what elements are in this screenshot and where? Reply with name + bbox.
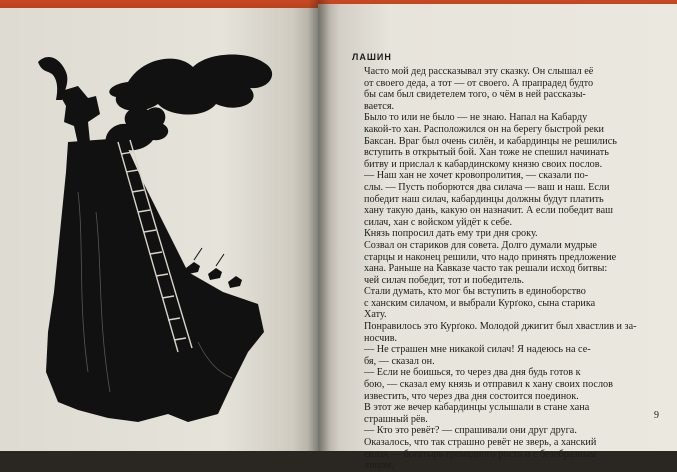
text-line: Князь попросил дать ему три дня сроку.	[364, 228, 538, 240]
text-line: — Кто это ревёт? — спрашивали они друг друга.	[364, 425, 577, 437]
text-line: хану такую дань, какую он назначит. А если победит ваш	[364, 205, 613, 217]
text-line: вступить в открытый бой. Хан тоже не спешил начинать	[364, 147, 609, 159]
text-line: бя, — сказал он.	[364, 355, 435, 367]
story-text	[352, 66, 670, 472]
text-line: Оказалось, что так страшно ревёт не зверь, а ханский	[364, 437, 597, 448]
text-line: — Если не боишься, то через два дня будь готов к	[364, 367, 581, 379]
smoke-cloud	[109, 55, 272, 115]
text-line: Было то или не было — не знаю. Напал на Кабарду	[364, 112, 588, 124]
illustration	[18, 42, 280, 440]
text-line: Хату.	[364, 309, 387, 321]
text-line: Стали думать, кто мог бы вступить в единоборство	[364, 286, 586, 298]
text-line: Часто мой дед рассказывал эту сказку. Он слышал её	[364, 66, 594, 77]
text-line: бы сам был свидетелем того, о чём в ней рассказы-	[364, 89, 586, 101]
text-line: от своего деда, а тот — от своего. А прапрадед будто	[364, 77, 594, 89]
text-line: Понравилось это Курґоко. Молодой джигит был хвастлив и за-	[364, 321, 637, 333]
text-line: силач — богатырь громадного роста и с безобразным	[364, 448, 597, 460]
text-line: носчив.	[364, 332, 398, 344]
text-line: бою, — сказал ему князь и отправил к хану своих послов	[364, 379, 613, 391]
text-line: старцы и наконец решили, что надо принять предложение	[364, 251, 617, 263]
text-column	[352, 48, 670, 472]
text-line: Баксан. Враг был очень силён, и кабардинцы не решились	[364, 135, 617, 147]
text-line: — Не страшен мне никакой силач! Я надеюсь на се-	[364, 344, 591, 356]
rider-figure	[58, 86, 100, 144]
text-line: битву и прислал к кабардинскому князю своих послов.	[364, 158, 603, 170]
page-number: 9	[654, 410, 659, 421]
text-line: с ханским силачом, и выбрали Курґоко, сына старика	[364, 297, 596, 309]
story-title: ЛАШИН	[352, 52, 392, 62]
text-line: вается.	[364, 100, 395, 112]
text-line: победит наш силач, кабардинцы должны будут платить	[364, 193, 604, 205]
text-line: В этот же вечер кабардинцы услышали в стане хана	[364, 402, 590, 414]
text-line: какой-то хан. Расположился он на берегу быстрой реки	[364, 123, 604, 135]
text-line: Созвал он стариков для совета. Долго думали мудрые	[364, 239, 597, 251]
text-line: страшный рёв.	[364, 413, 428, 425]
text-line: — Наш хан не хочет кровопролития, — сказали по-	[364, 170, 589, 182]
text-line: хана. Раньше на Кавказе часто так решали исход битвы:	[364, 263, 608, 275]
text-line: чей силач победит, тот и победитель.	[364, 274, 525, 286]
text-line: известить, что через два дня состоится поединок.	[364, 390, 579, 402]
text-line: лицом.	[364, 460, 394, 472]
text-line: слы. — Пусть поборются два силача — ваш и наш. Если	[364, 181, 610, 193]
text-line: силач, хан с войском уйдёт к себе.	[364, 216, 513, 228]
book-gutter	[308, 0, 330, 451]
